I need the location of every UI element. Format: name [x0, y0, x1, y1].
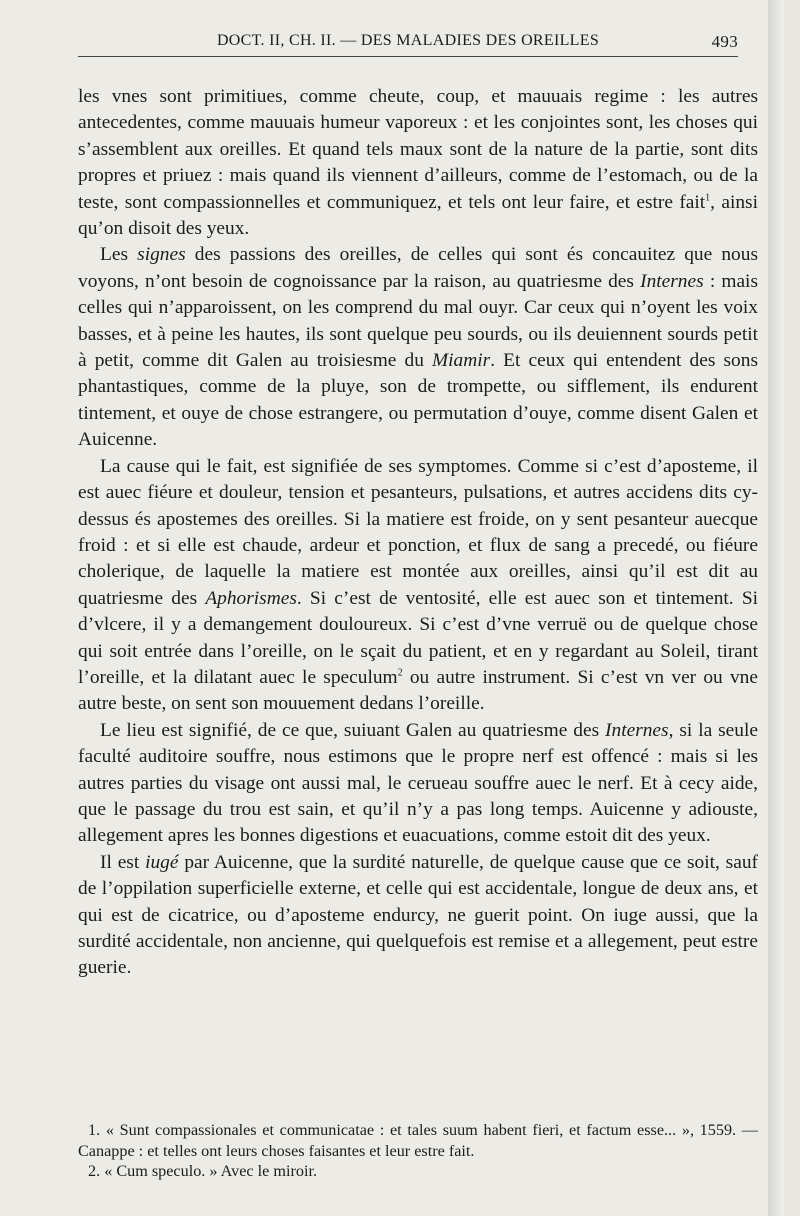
text-run: les vnes sont primitiues, comme cheute, coup, et mauuais regime : les autres antecedentes, comme mauuais humeur vaporeux : et les conjointes sont, les choses qui s’assemblent aux oreilles. Et quand tels maux sont de la nature de la partie, sont dits propres et priuez : mais quand ils viennent d’ailleurs, comme de l’estomach, ou de la teste, sont compassionnelles et communiquez, et tels ont leur faire, et estre fait — [78, 86, 758, 213]
text-run: . Si c’est de ventosité, elle est auec son et tintement. Si d’vlcere, il y a demangement douloureux. Si c’est d’vne verruë ou de quelque chose qui soit entrée dans l’oreille, on le sçait du patient, et en y regardant au Soleil, tirant l’oreille, et la dilatant auec le speculum — [78, 587, 758, 688]
paragraph-1 — [78, 84, 758, 242]
paragraph-3 — [78, 454, 758, 718]
text-run: , si la seule faculté auditoire souffre, nous estimons que le propre nerf est offencé : mais si les autres parties du visage ont aussi mal, le cerueau souffre auec le nerf. Et à cecy aide, que le passage du trou est sain, et qu’il n’y a pas long temps. Auicenne y adiouste, allegement apres les bonnes digestions et euacuations, comme estoit dit des yeux. — [78, 719, 758, 847]
header-title: DOCT. II, CH. II. — DES MALADIES DES OREILLES — [216, 32, 600, 49]
text-run: , ainsi qu’on disoit des yeux. — [78, 191, 758, 240]
text-run: La cause qui le fait, est signifiée de ses symptomes. Comme si c’est d’aposteme, il est auec fiéure et douleur, tension et pesanteurs, pulsations, et autres accidens dits cy-dessus és apostemes des oreilles. Si la matiere est froide, on y sent pesanteur auecque froid : et si elle est chaude, ardeur et ponction, et flux de sang a precedé, ou fiéure cholerique, de laquelle la matiere est montée aux oreilles, ainsi qu’il est dit au quatriesme des — [78, 455, 758, 609]
text-run: : mais celles qui n’apparoissent, on les comprend du mal ouyr. Car ceux qui n’oyent les voix basses, et à peine les hautes, ils sont quelque peu sourds, ou ils deuiennent sourds petit à petit, comme dit Galen au troisiesme du — [78, 270, 758, 372]
running-header — [78, 30, 738, 57]
text-run: ou autre instrument. Si c’est vn ver ou vne autre beste, on sent son mouuement dedans l’oreille. — [78, 666, 758, 715]
text-run: Le lieu est signifié, de ce que, suiuant Galen au quatriesme des — [100, 719, 606, 741]
footnote-2: 2. « Cum speculo. » Avec le miroir. — [88, 1162, 317, 1180]
italic-term: Miamir — [432, 350, 491, 372]
footnotes — [78, 1120, 758, 1182]
text-run: . Et ceux qui entendent des sons phantastiques, comme de la pluye, son de trompette, ou sifflement, ils endurent tintement, et ouye de chose estrangere, ou permutation d’ouye, comme disent Galen et Auicenne. — [78, 350, 758, 451]
main-text — [78, 84, 758, 982]
italic-term: Internes — [605, 719, 669, 741]
footnote-ref: 2 — [397, 667, 403, 679]
italic-term: Aphorismes — [205, 587, 297, 609]
paragraph-4 — [78, 718, 758, 850]
italic-term: iugé — [145, 851, 179, 873]
footnote-1: 1. « Sunt compassionales et communicatae : et tales suum habent fieri, et factum esse... », 1559. — Canappe : et telles ont leurs choses faisantes et leur estre fait. — [78, 1121, 758, 1160]
italic-term: signes — [137, 244, 186, 266]
footnote-ref: 1 — [705, 192, 711, 204]
text-run: par Auicenne, que la surdité naturelle, de quelque cause que ce soit, sauf de l’oppilation superficielle externe, et celle qui est accidentale, longue de deux ans, et qui est de cicatrice, ou d’aposteme endurcy, ne guerit point. On iuge aussi, que la surdité accidentale, non ancienne, qui quelquefois est remise et a allegement, peut estre guerie. — [78, 851, 758, 979]
paragraph-2 — [78, 242, 758, 453]
text-run: des passions des oreilles, de celles qui sont és concauitez que nous voyons, n’ont besoin de cognoissance par la raison, au quatriesme des — [78, 244, 758, 292]
page-edge — [768, 0, 784, 1216]
text-run: Les — [100, 244, 138, 266]
text-run: Il est — [100, 851, 146, 873]
italic-term: Internes — [640, 270, 704, 292]
paragraph-5 — [78, 850, 758, 982]
page-number: 493 — [711, 32, 738, 51]
